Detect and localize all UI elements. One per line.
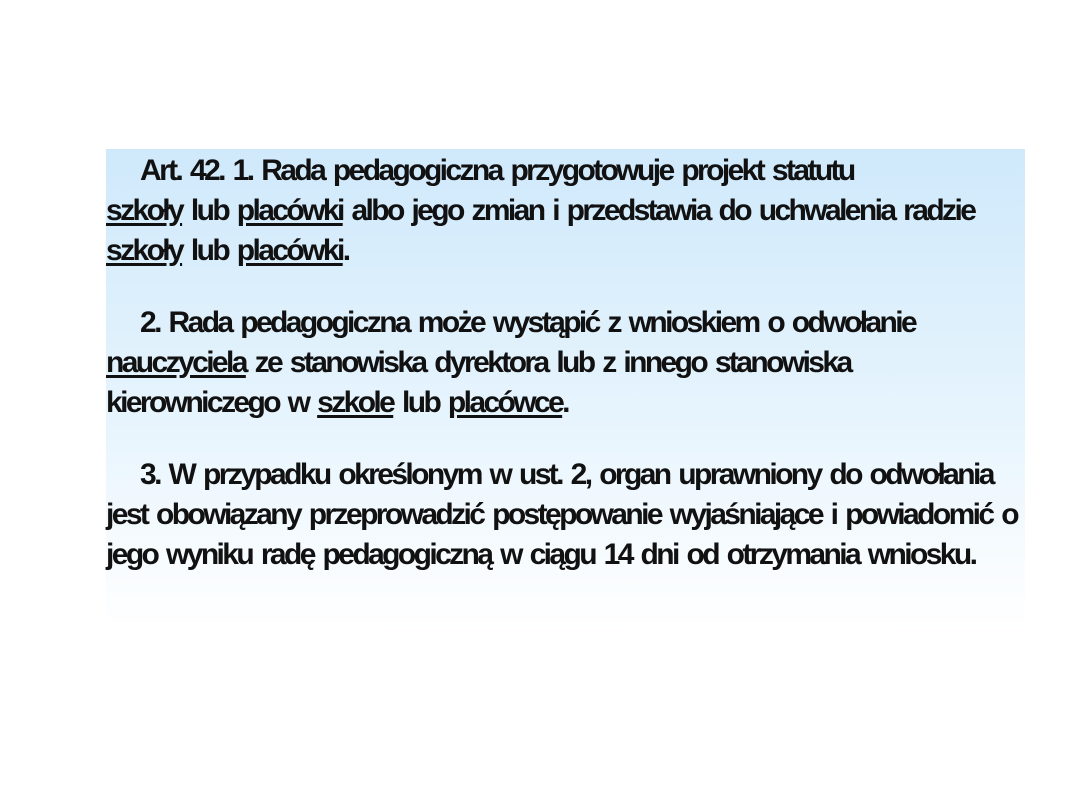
p1-text-4: lub <box>182 234 237 267</box>
p2-text-2: ze stanowiska dyrektora lub z innego stanowiska kierowniczego w <box>106 346 851 419</box>
p2-text-3: lub <box>393 386 448 419</box>
link-szkoly[interactable]: szkoły <box>106 194 183 227</box>
p1-text-2: lub <box>182 194 237 227</box>
p1-text-3: albo jego zmian i przedstawia do uchwalenia radzie <box>342 194 975 227</box>
article-text-box <box>106 149 1025 630</box>
p1-text-5: . <box>342 234 349 267</box>
p2-text-1: 2. Rada pedagogiczna może wystąpić z wnioskiem o odwołanie <box>140 306 916 339</box>
p2-text-4: . <box>562 386 568 419</box>
article-paragraph-1 <box>106 151 1025 271</box>
p1-text-1: Art. 42. 1. Rada pedagogiczna przygotowuje projekt statutu <box>140 154 854 187</box>
link-placowki-2[interactable]: placówki <box>236 234 343 267</box>
article-paragraph-3: 3. W przypadku określonym w ust. 2, organ uprawniony do odwołania jest obowiązany przeprowadzić postępowanie wyjaśniające i powiadomić o jego wyniku radę pedagogiczną w ciągu 14 dni od otrzymania wniosku. <box>106 458 1017 571</box>
link-nauczyciela[interactable]: nauczyciela <box>106 346 246 379</box>
article-paragraph-2 <box>106 303 1025 423</box>
link-placowki[interactable]: placówki <box>236 194 343 227</box>
link-placowce[interactable]: placówce <box>447 386 563 419</box>
link-szkoly-2[interactable]: szkoły <box>106 234 183 267</box>
link-szkole[interactable]: szkole <box>317 386 394 419</box>
